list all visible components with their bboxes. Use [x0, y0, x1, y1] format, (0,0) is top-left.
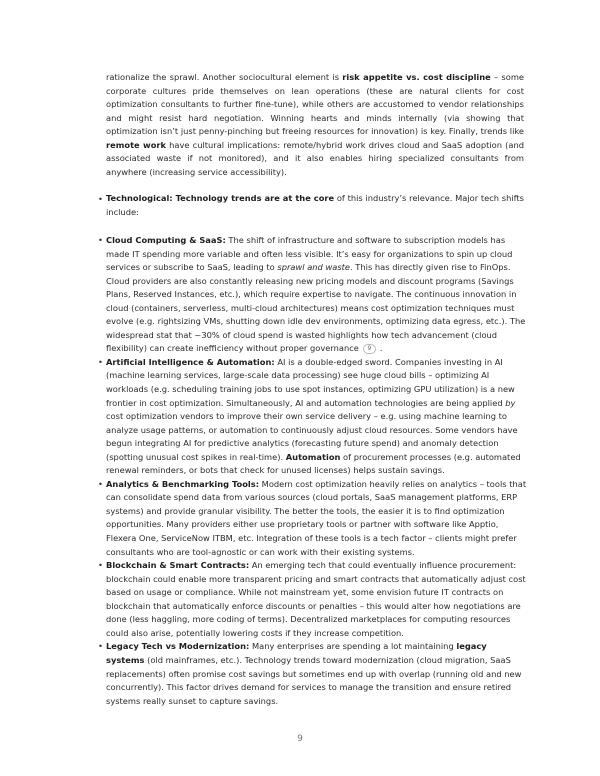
text-span: .: [379, 343, 383, 354]
text-span: An emerging tech that could eventually influence procurement: blockchain could enable more transparent pricing and smart contracts that automatically adjust cost based on usage or compliance. While not mainstream yet, some envision future IT contracts on blockchain that automatically enforce discounts or penalties – this would alter how negotiations are done (less haggling, more coding of terms). Decentralized marketplaces for computing resources could also arise, potentially lowering costs if they increase competition.: [106, 560, 526, 638]
page-number: 9: [297, 734, 303, 744]
text-span: AI is a double-edged sword. Companies investing in AI (machine learning services, large-scale data processing) see huge cloud bills – optimizing AI workloads (e.g. scheduling training jobs to use spot instances, optimizing GPU utilization) is a new frontier in cost optimization. Simultaneously, AI and automation technologies are being applied: [106, 356, 515, 408]
item-heading: Analytics & Benchmarking Tools:: [106, 478, 260, 489]
list-item-legacy-tech: [98, 640, 528, 708]
text-span: (old mainframes, etc.). Technology trends toward modernization (cloud migration, SaaS replacements) often promise cost savings but sometimes end up with overlap (running old and new concurrently). This factor drives demand for services to manage the transition and ensure retired systems really sunset to capture savings.: [106, 654, 522, 706]
text-span: have cultural implications: remote/hybrid work drives cloud and SaaS adoption (and associated waste if not monitored), and it also enables hiring specialized consultants from anywhere (increasing service accessibility).: [106, 139, 524, 177]
item-heading: Artificial Intelligence & Automation:: [106, 356, 275, 367]
list-item-analytics-benchmarking: [98, 478, 528, 559]
bullet-icon: •: [98, 478, 103, 489]
item-heading: Legacy Tech vs Modernization:: [106, 641, 250, 652]
technology-trends-list: [98, 234, 528, 708]
footnote-marker[interactable]: 9: [363, 344, 376, 354]
item-heading: Blockchain & Smart Contracts:: [106, 560, 250, 571]
technological-paragraph: [98, 192, 524, 219]
text-span: of procurement processes (e.g. automated renewal reminders, or bots that check for unused licenses) helps sustain savings.: [106, 451, 521, 476]
intro-paragraph: [106, 71, 524, 179]
bold-phrase: Technological: Technology trends are at the core: [106, 193, 335, 203]
bullet-icon: •: [98, 356, 103, 367]
text-span: cost optimization vendors to improve their own service delivery – e.g. using machine learning to analyze usage patterns, or automation to continuously adjust cloud resources. Some vendors have begun integrating AI for predictive analytics (forecasting future spend) and anomaly detection (spotting unusual cost spikes in real-time).: [106, 411, 518, 462]
item-heading: Cloud Computing & SaaS:: [106, 235, 226, 245]
bold-phrase: remote work: [106, 139, 167, 150]
bold-phrase: legacy systems: [106, 641, 487, 665]
list-item-blockchain: [98, 559, 528, 640]
bold-phrase: Automation: [285, 451, 341, 462]
bullet-icon: •: [98, 641, 103, 652]
bullet-icon: •: [98, 194, 103, 204]
bold-phrase: risk appetite vs. cost discipline: [342, 72, 491, 82]
text-span: rationalize the sprawl. Another sociocultural element is: [106, 72, 343, 82]
text-span: . This has directly given rise to FinOps. Cloud providers are also constantly releasing new pricing models and discount programs (Savings Plans, Reserved Instances, etc.), which require expertise to navigate. The continuous innovation in cloud (containers, serverless, multi-cloud architectures) means cost optimization techniques must evolve (e.g. rightsizing VMs, shutting down idle dev environments, optimizing data egress, etc.). The widespread stat that ~30% of cloud spend is wasted highlights how tech advancement (cloud flexibility) can create inefficiency without proper governance: [106, 262, 526, 354]
bullet-icon: •: [98, 560, 103, 571]
list-item-cloud-computing: [98, 234, 528, 356]
text-span: Modern cost optimization heavily relies on analytics – tools that can consolidate spend data from various sources (cloud portals, SaaS management platforms, ERP systems) and provide granular visibility. The better the tools, the easier it is to find optimization opportunities. Many providers either use proprietary tools or partner with software like Apptio, Flexera One, ServiceNow ITBM, etc. Integration of these tools is a tech factor – clients might prefer consultants who are tool-agnostic or can work with their existing systems.: [106, 478, 527, 557]
bullet-icon: •: [98, 235, 103, 245]
text-span: The shift of infrastructure and software to subscription models has made IT spending more variable and often less visible. It’s easy for organizations to spin up cloud services or subscribe to SaaS, leading to: [106, 235, 513, 273]
text-span: Many enterprises are spending a lot maintaining: [249, 641, 457, 652]
text-span: – some corporate cultures pride themselves on lean operations (these are natural clients for cost optimization consultants to further fine-tune), while others are accustomed to vendor relationships and might resist hard negotiation. Winning hearts and minds internally (via showing that optimization isn’t just penny-pinching but freeing resources for innovation) is key. Finally, trends like: [106, 72, 525, 137]
italic-phrase: by: [505, 397, 516, 408]
list-item-ai-automation: [98, 356, 528, 478]
text-span: of this industry’s relevance. Major tech shifts include:: [106, 193, 524, 217]
italic-phrase: sprawl and waste: [277, 262, 351, 273]
